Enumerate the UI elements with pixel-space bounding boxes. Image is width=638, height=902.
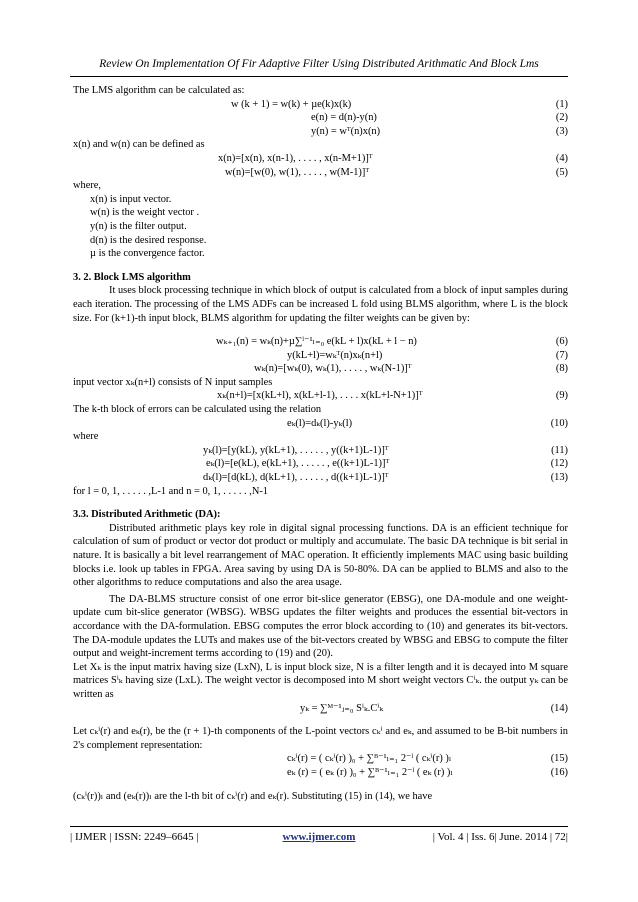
equation-9-number: (9) [555,390,568,402]
equation-8-text: wₖ(n)=[wₖ(0), wₖ(1), . . . . , wₖ(N-1)]ᵀ [254,363,412,375]
equation-10-text: eₖ(l)=dₖ(l)-yₖ(l) [287,417,353,429]
equation-1 [73,98,568,112]
equation-11 [73,444,568,458]
equation-16-text: eₖ (r) = ( eₖ (r) )₀ + ∑ᴮ⁻¹ₗ₌₁ 2⁻ˡ ( eₖ (r) )ₗ [287,766,453,778]
equation-4 [73,152,568,166]
where-item-5: µ is the convergence factor. [90,248,205,260]
input-vector-text: input vector xₖ(n+l) consists of N input samples [73,376,273,388]
equation-5-text: w(n)=[w(0), w(1), . . . . , w(M-1)]ᵀ [225,166,370,178]
where-item-4: d(n) is the desired response. [90,234,207,246]
spacer [73,715,568,725]
section-3-3-last-line: (cₖⁱ(r))ₗ and (eₖ(r))ₗ are the l-th bit of cₖⁱ(r) and eₖ(r). Substituting (15) in (14), we have [73,790,433,802]
equation-1-text: w (k + 1) = w(k) + µe(k)x(k) [231,98,352,110]
equation-15-text: cₖⁱ(r) = ( cₖⁱ(r) )₀ + ∑ᴮ⁻¹ₗ₌₁ 2⁻ˡ ( cₖⁱ(r) )ₗ [287,753,452,765]
where-item-3: y(n) is the filter output. [90,220,187,232]
equation-6 [73,335,568,349]
equation-7-number: (7) [555,349,568,361]
equation-2-text: e(n) = d(n)-y(n) [311,112,377,124]
equation-4-number: (4) [555,152,568,164]
section-3-2-heading: 3. 2. Block LMS algorithm [73,271,191,283]
footer-journal-info: | IJMER | ISSN: 2249–6645 | [70,831,199,843]
equation-8-number: (8) [555,363,568,375]
equation-5 [73,166,568,180]
section-3-2-paragraph: It uses block processing technique in which block of output is calculated from a block of input samples during each iteration. The processing of the LMS ADFs can be increased L fold using BLMS algorithm, where L is the block size. For (k+1)-th input block, BLMS algorithm for updating the filter weights can be given by: [73,285,568,324]
equation-2-number: (2) [555,112,568,124]
equation-8 [73,362,568,376]
equation-3-text: y(n) = wᵀ(n)x(n) [311,125,381,137]
equation-14-text: yₖ = ∑ᴹ⁻¹ⱼ₌₀ Sⁱₖ.Cⁱₖ [300,702,384,714]
equation-6-text: wₖ₊₁(n) = wₖ(n)+µ∑ˡ⁻¹ₗ₌₀ e(kL + l)x(kL + l − n) [216,336,417,348]
equation-12-number: (12) [550,458,568,470]
equation-14 [73,702,568,716]
equation-3-number: (3) [555,125,568,137]
equation-1-number: (1) [555,98,568,110]
equation-6-number: (6) [555,336,568,348]
equation-9-text: xₖ(n+l)=[x(kL+l), x(kL+l-1), . . . . x(kL+l-N+1)]ᵀ [217,390,423,402]
equation-10 [73,417,568,431]
equation-4-text: x(n)=[x(n), x(n-1), . . . . , x(n-M+1)]ᵀ [218,152,373,164]
equation-3 [73,125,568,139]
equation-7 [73,349,568,363]
footer-website-link[interactable]: www.ijmer.com [282,831,356,843]
equation-2 [73,111,568,125]
footer-volume-page: | Vol. 4 | Iss. 6| June. 2014 | 72| [432,831,568,843]
spacer [73,780,568,790]
equation-11-text: yₖ(l)=[y(kL), y(kL+1), . . . . . , y((k+1)L-1)]ᵀ [203,444,389,456]
errors-text: The k-th block of errors can be calculated using the relation [73,404,322,416]
equation-10-number: (10) [550,417,568,429]
where-label: where, [73,180,101,192]
where-label-2: where [73,431,99,443]
equation-12 [73,457,568,471]
intro-text: The LMS algorithm can be calculated as: [73,85,245,96]
equation-5-number: (5) [555,166,568,178]
section-3-3-heading: 3.3. Distributed Arithmetic (DA): [73,509,221,521]
equation-13-number: (13) [550,472,568,484]
running-header: Review On Implementation Of Fir Adaptive Filter Using Distributed Arithmatic And Block Lms [99,58,539,70]
equation-12-text: eₖ(l)=[e(kL), e(kL+1), . . . . . , e((k+1)L-1)]ᵀ [206,458,390,470]
section-3-3-paragraph-2: The DA-BLMS structure consist of one error bit-slice generator (EBSG), one DA-module and one weight-update cum bit-slice generator (WBSG). WBSG updates the filter weights and produces the essential bit-vectors in accordance with the DA-formulation. EBSG computes the error block according to (10) and generates its bit-vectors. The DA-module updates the LUTs and makes use of the bit-vectors created by WBSG and EBSG to compute the filter output and weight-increment terms according to (19) and (20). [73,593,568,660]
where-item-2: w(n) is the weight vector . [90,207,200,219]
equation-9 [73,389,568,403]
where-item-1: x(n) is input vector. [90,193,172,205]
spacer [73,325,568,335]
footer-rule [70,826,568,827]
section-3-3-paragraph-1: Distributed arithmetic plays key role in digital signal processing functions. DA is an efficient technique for calculation of sum of product or vector dot product or multiply and accumulate. The basic DA technique is bit serial in nature. It is basically a bit level rearrangement of MAC operation. It efficiently implements MAC using basic building blocks i.e. look up tables in FPGA. Area saving by using DA is 50-80%. DA can be applied to BLMS and also to the other algorithms to reduce computations and also the area usage. [73,522,568,589]
header-rule [70,76,568,77]
equation-14-number: (14) [550,702,568,714]
equation-15 [73,752,568,766]
equation-16-number: (16) [550,766,568,778]
defined-as-text: x(n) and w(n) can be defined as [73,139,205,151]
equation-13-text: dₖ(l)=[d(kL), d(kL+1), . . . . . , d((k+1)L-1)]ᵀ [203,472,389,484]
section-3-3-paragraph-4: Let cₖⁱ(r) and eₖ(r), be the (r + 1)-th components of the L-point vectors cₖⁱ and eₖ, and assumed to be B-bit numbers in 2's complement representation: [73,726,568,751]
equation-13 [73,471,568,485]
section-3-3-paragraph-3: Let Xₖ is the input matrix having size (LxN), L is input block size, N is a filter length and it is decayed into M square matrices Sⁱₖ having size (LxL). The weight vector is decomposed into M short weight vectors Cⁱₖ. the output yₖ can be written as [73,661,568,700]
equation-16 [73,766,568,780]
index-range-text: for l = 0, 1, . . . . . ,L-1 and n = 0, 1, . . . . . ,N-1 [73,485,268,497]
equation-11-number: (11) [551,444,568,456]
equation-7-text: y(kL+l)=wₖᵀ(n)xₖ(n+l) [287,349,383,361]
equation-15-number: (15) [550,753,568,765]
body-content [73,84,568,803]
